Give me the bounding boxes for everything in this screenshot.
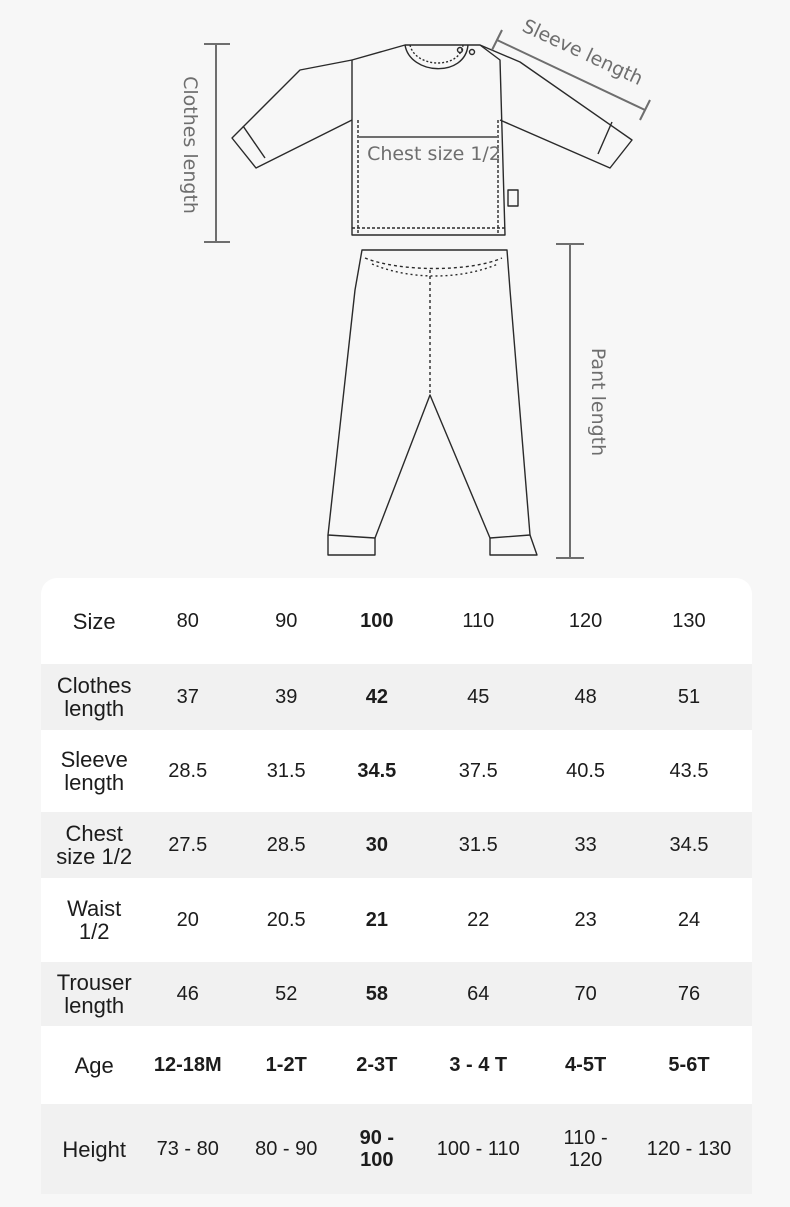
table-cell: 22 (467, 909, 490, 931)
row-label: Waist 1/2 (67, 896, 122, 944)
table-cell: 76 (677, 983, 701, 1005)
table-cell: 12-18M (153, 1054, 222, 1076)
row-label: Sleeve length (60, 747, 128, 795)
table-cell: 33 (574, 834, 597, 856)
left-sleeve (232, 60, 352, 168)
row-label: Clothes length (56, 673, 132, 721)
table-cell: 42 (365, 686, 388, 708)
row-label: Size (72, 608, 116, 634)
table-cell: 43.5 (669, 760, 709, 782)
table-cell: 24 (677, 909, 701, 931)
table-cell: 110 (462, 610, 495, 632)
row-label: Trouser length (56, 970, 132, 1018)
table-cell: 48 (574, 686, 597, 708)
table-cell: 34.5 (357, 760, 397, 782)
table-cell: 1-2T (265, 1054, 307, 1076)
table-cell: 58 (365, 983, 388, 1005)
table-row-clothes-length (41, 664, 752, 730)
table-row-size (41, 578, 752, 664)
table-cell: 52 (275, 983, 298, 1005)
row-label: Chest size 1/2 (56, 821, 133, 869)
table-cell: 46 (176, 983, 199, 1005)
table-cell: 100 - 110 (436, 1138, 520, 1160)
table-cell: 80 (176, 610, 199, 632)
table-cell: 21 (365, 909, 388, 931)
table-cell: 20 (176, 909, 199, 931)
trousers-outline (328, 250, 530, 538)
table-cell: 31.5 (458, 834, 498, 856)
table-cell: 100 (360, 610, 394, 632)
table-cell: 130 (672, 610, 706, 632)
table-cell: 40.5 (566, 760, 606, 782)
table-row-waist (41, 878, 752, 962)
table-cell: 120 - 130 (646, 1138, 732, 1160)
row-label: Height (62, 1136, 126, 1162)
table-cell: 30 (365, 834, 388, 856)
table-row-age (41, 1026, 752, 1104)
table-cell: 31.5 (266, 760, 306, 782)
table-cell: 28.5 (266, 834, 306, 856)
table-row-sleeve-length (41, 730, 752, 812)
table-cell: 23 (574, 909, 597, 931)
table-cell: 70 (574, 983, 597, 1005)
table-cell: 120 (568, 610, 603, 632)
table-cell: 64 (467, 983, 490, 1005)
chest-size-label: Chest size 1/2 (367, 143, 501, 165)
table-cell: 5-6T (668, 1054, 710, 1076)
row-label: Age (74, 1052, 114, 1078)
size-table (41, 578, 752, 1194)
table-cell: 110 - 120 (563, 1127, 608, 1171)
sleeve-length-label: Sleeve length (518, 15, 647, 91)
table-row-trouser-length (41, 962, 752, 1026)
table-cell: 27.5 (168, 834, 208, 856)
pant-length-label: Pant length (587, 347, 609, 457)
table-cell: 20.5 (266, 909, 306, 931)
table-cell: 37.5 (458, 760, 498, 782)
table-cell: 34.5 (669, 834, 709, 856)
garment-diagram (0, 0, 790, 575)
table-cell: 45 (467, 686, 490, 708)
shirt-outline (352, 45, 505, 235)
table-cell: 2-3T (356, 1054, 398, 1076)
table-cell: 37 (176, 686, 199, 708)
table-cell: 90 (275, 610, 298, 632)
table-cell: 73 - 80 (156, 1138, 219, 1160)
clothes-length-label: Clothes length (179, 76, 201, 214)
table-cell: 4-5T (565, 1054, 607, 1076)
table-row-chest-size (41, 812, 752, 878)
table-row-height (41, 1104, 752, 1194)
table-cell: 90 - 100 (359, 1127, 395, 1171)
table-cell: 80 - 90 (255, 1138, 318, 1160)
table-cell: 3 - 4 T (449, 1054, 508, 1076)
table-cell: 28.5 (168, 760, 208, 782)
table-cell: 51 (677, 686, 701, 708)
table-cell: 39 (275, 686, 298, 708)
